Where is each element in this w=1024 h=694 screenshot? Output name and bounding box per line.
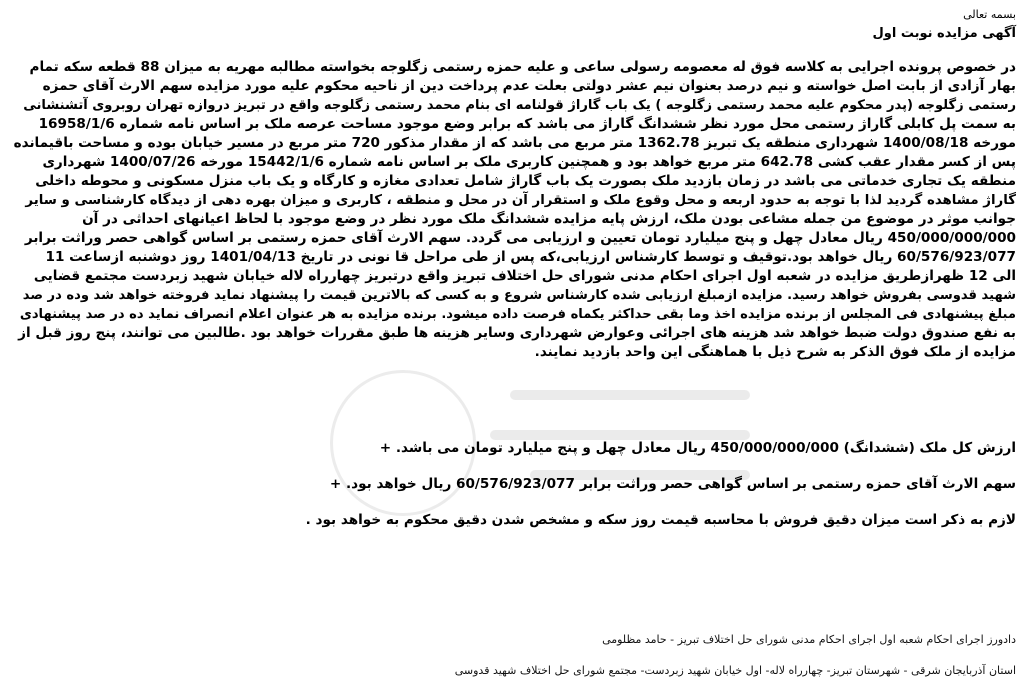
basmala-line: بسمه تعالی [963,8,1016,21]
body-line: 60/576/923/077 ریال خواهد بود.توقیف و توسط کارشناس ارزیابی،که پس از طی مراحل قا نونی در تاریخ 1401/04/13 روز دوشنبه ازساعت 11 [45,249,1016,265]
body-line: در خصوص پرونده اجرایی به کلاسه فوق له معصومه رسولی ساعی و علیه حمزه رستمی زگلوجه بخواسته مطالبه مهریه به میزان 88 قطعه سکه تمام [29,59,1016,75]
watermark-bar-icon [510,390,750,400]
body-line: بهار آزادی از بابت اصل خواسته و نیم درصد بعنوان نیم عشر دولتی بعلت عدم پرداخت دین از ناحیه محکوم علیه مورد مزایده سهم الارث آقای حمزه [42,78,1016,94]
body-line: مورخه 1400/08/18 شهرداری منطقه یک تبریز 1362.78 متر مربع می باشد که از مقدار مذکور 720 متر مربع در مسیر خیابان بوده و مساحت باقیمانده [13,135,1016,151]
notice-title: آگهی مزایده نوبت اول [872,26,1016,41]
body-line: به سمت پل کابلی گاراژ رستمی محل مورد نظر ششدانگ گاراژ می باشد که برابر وضع موجود مساحت عرصه ملک بر اساس نامه شماره 16958/1/6 [38,116,1016,132]
body-line: الی 12 ظهرازطریق مزایده در شعبه اول اجرای احکام مدنی شورای حل اختلاف تبریز واقع درتبریز چهارراه لاله خیابان شهید زبردست مجتمع قضایی [33,268,1016,284]
body-line: شهید قدوسی بفروش خواهد رسید. مزایده ازمبلغ ارزیابی شده کارشناس شروع و به کسی که بالاترین قیمت را پیشنهاد نماید فروخته خواهد شد وده در صد [22,288,1016,303]
signature-line: دادورز اجرای احکام شعبه اول اجرای احکام مدنی شورای حل اختلاف تبریز - حامد مظلومی [602,633,1016,646]
body-line: منطقه یک تجاری خدماتی می باشد در زمان بازدید ملک بصورت یک باب گاراژ شامل تعدادی مغازه و کارگاه و یک باب منزل مسکونی و محوطه داخلی [35,173,1016,189]
body-line: جوانب موثر در موضوع من جمله مشاعی بودن ملک، ارزش پایه مزایده ششدانگ ملک مورد نظر در وضع موجود با لحاظ اعیانهای احداثی در آن [82,211,1016,227]
body-line: 450/000/000/000 ریال معادل چهل و پنج میلیارد تومان تعیین و ارزیابی می گردد. سهم الارث آقای حمزه رستمی بر اساس گواهی حصر وراثت برابر [24,230,1016,246]
address-line: استان آذربایجان شرقی - شهرستان تبریز- چهارراه لاله- اول خیابان شهید زبردست- مجتمع شورای حل اختلاف شهید قدوسی [454,664,1016,677]
watermark-bar-icon [490,430,750,440]
body-line: مبلغ پیشنهادی فی المجلس از برنده مزایده اخذ وما بقی حداکثر یکماه فرصت داده میشود. برنده مزایده به هر عنوان اعلام انصراف نماید ده در صد پیشنهادی [19,307,1016,322]
body-line: پس از کسر مقدار عقب کشی 642.78 متر مربع خواهد بود و همچنین کاربری ملک بر اساس نامه شماره 15442/1/6 مورخه 1400/07/26 شهرداری [42,154,1016,170]
body-line: گاراژ مشاهده گردید لذا با توجه به حدود اربعه و محل وقوع ملک و استقرار آن در محل و منطقه ، کاربری و میزان بهره دهی از دیدگاه کارشناسی و سایر [25,193,1016,208]
body-line: به نفع صندوق دولت ضبط خواهد شد هزینه های اجرائی وعوارض شهرداری وسایر هزینه ها طبق مقررات خواهد بود .طالبین می توانند، پنج روز قبل از [18,325,1016,341]
list-item: سهم الارث آقای حمزه رستمی بر اساس گواهی حصر وراثت برابر 60/576/923/077 ریال خواهد بود. + [329,476,1016,492]
body-line: مزایده از ملک فوق الذکر به شرح ذیل با هماهنگی این واحد بازدید نمایند. [534,344,1016,360]
list-item: لازم به ذکر است میزان دقیق فروش با محاسبه قیمت روز سکه و مشخص شدن دقیق محکوم به خواهد بود . [305,512,1016,528]
body-line: رستمی زگلوجه (پدر محکوم علیه محمد رستمی زگلوجه ) یک باب گاراژ قولنامه ای بنام محمد رستمی زگلوجه واقع در تبریز دروازه تهران روبروی آتشنشانی [23,98,1016,113]
list-item: ارزش کل ملک (ششدانگ) 450/000/000/000 ریال معادل چهل و پنج میلیارد تومان می باشد. + [379,440,1016,456]
